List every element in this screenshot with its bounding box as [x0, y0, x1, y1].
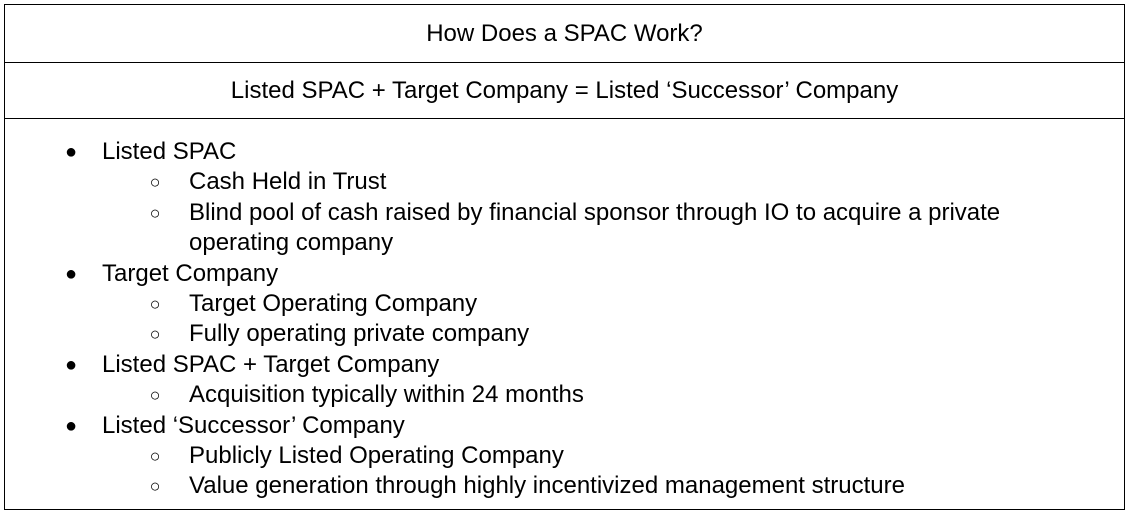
section-item: Publicly Listed Operating Company [189, 441, 564, 469]
section-item: Blind pool of cash raised by financial sponsor through IO to acquire a private [189, 198, 1001, 226]
hollow-bullet-icon: ○ [149, 324, 161, 345]
list-item-l2 [5, 380, 1124, 410]
section-item: Cash Held in Trust [189, 168, 387, 196]
section-item: Target Operating Company [189, 289, 478, 317]
section-label: Listed SPAC [102, 138, 237, 165]
details-row [5, 119, 1124, 509]
hollow-bullet-icon: ○ [149, 445, 161, 466]
list-item-l1 [5, 411, 1124, 441]
list-item-l2 [5, 441, 1124, 471]
hollow-bullet-icon: ○ [149, 476, 161, 497]
list-item-l2 [5, 289, 1124, 319]
list-item-l1 [5, 350, 1124, 380]
list-item-l2 [5, 167, 1124, 197]
hollow-bullet-icon: ○ [149, 202, 161, 223]
spac-table [4, 4, 1125, 510]
section-label: Listed ‘Successor’ Company [102, 411, 405, 439]
table-title: How Does a SPAC Work? [426, 19, 703, 47]
list-item-l2 [5, 471, 1124, 501]
list-item-l2 [5, 319, 1124, 349]
bullet-list [5, 137, 1124, 502]
list-item-l2-continuation [5, 228, 1124, 258]
filled-bullet-icon: ● [64, 262, 78, 285]
filled-bullet-icon: ● [64, 353, 78, 376]
section-label: Listed SPAC + Target Company [102, 350, 440, 378]
filled-bullet-icon: ● [64, 141, 78, 163]
hollow-bullet-icon: ○ [149, 172, 161, 193]
section-item: Acquisition typically within 24 months [189, 381, 584, 409]
list-item-l1 [5, 259, 1124, 289]
formula-text: Listed SPAC + Target Company = Listed ‘Successor’ Company [230, 76, 899, 104]
formula-row [5, 63, 1124, 119]
filled-bullet-icon: ● [64, 414, 78, 437]
title-row [5, 5, 1124, 63]
hollow-bullet-icon: ○ [149, 293, 161, 314]
section-item: Fully operating private company [189, 320, 530, 348]
list-item-l1 [5, 137, 1124, 167]
hollow-bullet-icon: ○ [149, 385, 161, 406]
section-label: Target Company [102, 259, 279, 287]
section-item: Value generation through highly incentivized management structure [189, 472, 905, 500]
list-item-l2 [5, 198, 1124, 228]
section-item-continuation: operating company [189, 229, 394, 257]
